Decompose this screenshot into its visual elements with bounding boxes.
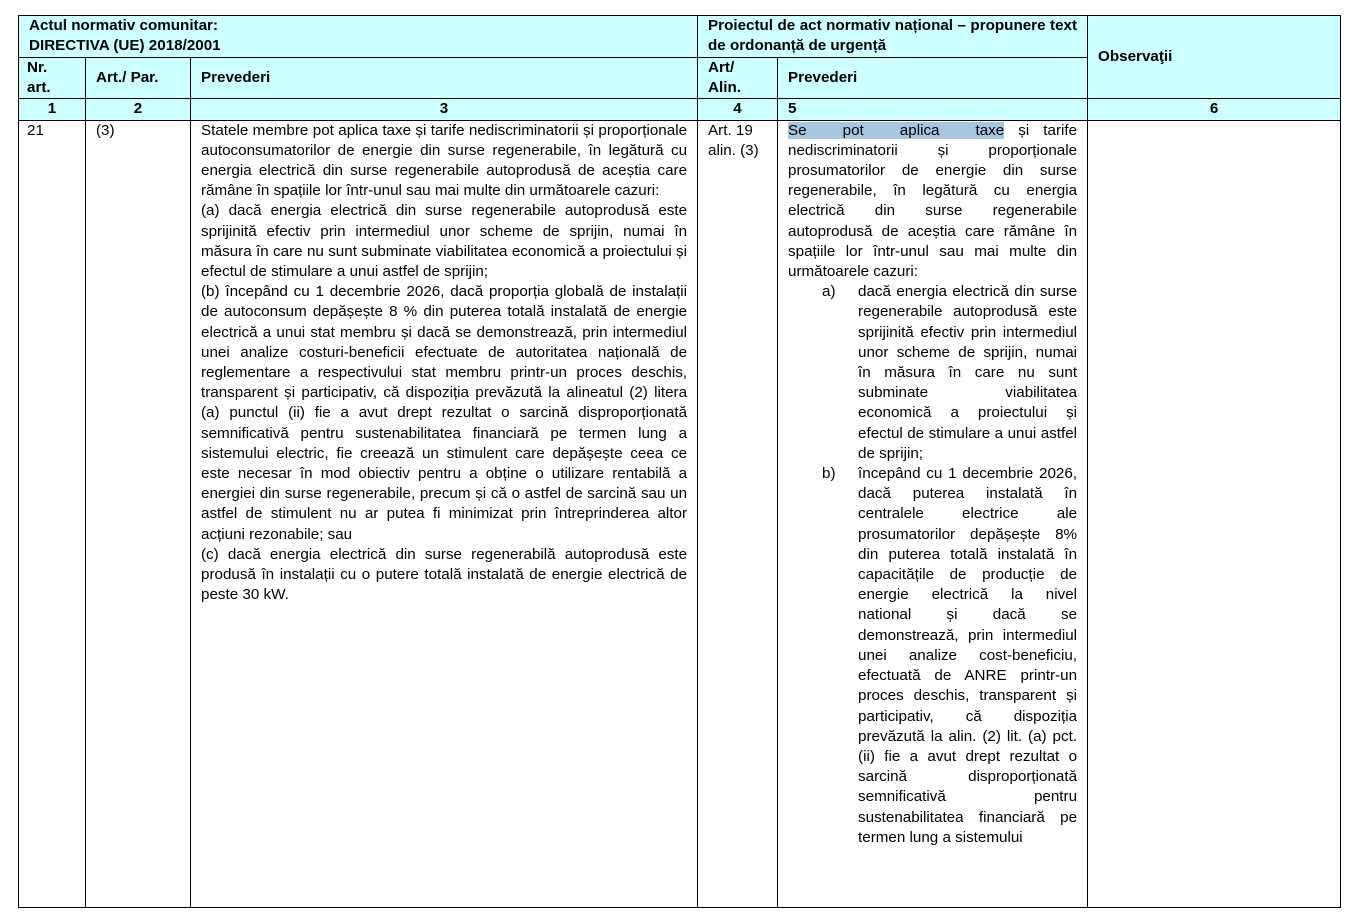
observations-header [1088, 16, 1341, 99]
eu-act-title-line1: Actul normativ comunitar: [29, 17, 219, 34]
eu-provisions-cell [191, 120, 698, 907]
list-item [788, 282, 1077, 464]
eu-provision-paragraph: (b) începând cu 1 decembrie 2026, dacă proporția globală de instalații de autoconsum depășește 8 % din puterea totală instalată de energie electrică a unui stat membru și dacă se demonstrează, prin intermediul unei analize costuri-beneficii efectuate de autoritatea națională de reglementare a respectivului stat membru printr-un proces deschis, transparent și participativ, că dispoziția prevăzută la alineatul (2) litera (a) punctul (ii) fie a avut drept rezultat o sarcină disproporționată semnificativă pentru sustenabilitatea financiară pe termen lung a sistemului electric, fie creează un stimulent care depășește ceea ce este necesar în mod obiectiv pentru a obține o utilizare rentabilă a energiei din surse regenerabile, precum și că o astfel de sarcină sau un astfel de stimulent nu ar putea fi minimizat prin întreprinderea altor acțiuni rezonabile; sau [201, 283, 688, 543]
national-intro-rest: și tarife nediscriminatorii și proporționale prosumatorilor de energie din surse regenerabile, în legătură cu energia electrică din surse regenerabile autoprodusă de aceștia care rămâne în spațiile lor într-unul sau mai multe din următoarele cazuri: [788, 121, 1078, 281]
col-header-nr-art: Nr. art. [19, 58, 86, 99]
eu-provision-paragraph: Statele membre pot aplica taxe și tarife nediscriminatorii și proporționale autoconsumatorilor de energie din surse regenerabile, în legătură cu energia electrică din surse regenerabile autoprodusă de aceștia care rămâne în spațiile lor într-unul sau mai multe din următoarele cazuri: [201, 121, 688, 200]
observations-cell [1088, 120, 1341, 907]
col-header-art-par: Art./ Par. [86, 58, 191, 99]
eu-provision-paragraph: (c) dacă energia electrică din surse regenerabilă autoprodusă este produsă în instalații cu o putere totală instalată de energie electrică de peste 30 kW. [201, 545, 688, 604]
selected-text[interactable]: Se pot aplica taxe [788, 121, 1005, 139]
observations-label: Observaţii [1098, 48, 1173, 66]
list-item [788, 464, 1077, 848]
col-number-1: 1 [19, 99, 86, 120]
art-par-cell: (3) [86, 120, 191, 907]
item-marker: a) [822, 283, 836, 301]
nr-art-cell: 21 [19, 120, 86, 907]
national-intro-paragraph [788, 121, 1077, 283]
national-act-header [698, 16, 1088, 58]
national-act-title: Proiectul de act normativ național – propunere text de ordonanță de urgență [708, 17, 1078, 55]
art-alin-cell: Art. 19 alin. (3) [698, 120, 778, 907]
table-row [19, 120, 1341, 907]
concordance-table [18, 15, 1341, 908]
col-header-art-alin: Art/ Alin. [698, 58, 778, 99]
col-number-6: 6 [1088, 99, 1341, 120]
col-header-prevederi-national: Prevederi [778, 58, 1088, 99]
item-marker: b) [822, 465, 836, 483]
col-number-5: 5 [778, 99, 1088, 120]
item-text: dacă energia electrică din surse regenerabile autoprodusă este sprijinită efectiv prin intermediul unor scheme de sprijin, numai în măsura în care nu sunt subminate viabilitatea economică a proiectului și efectul de stimulare a unui astfel de sprijin; [858, 283, 1078, 462]
col-number-3: 3 [191, 99, 698, 120]
item-text: începând cu 1 decembrie 2026, dacă puterea instalată în centralele electrice ale prosumatorilor depășește 8% din puterea totală instalată în capacitățile de producție de energie electrică la nivel national și dacă se demonstrează, prin intermediul unei analize cost-beneficiu, efectuată de ANRE printr-un proces deschis, transparent și participativ, că dispoziția prevăzută la alin. (2) lit. (a) pct. (ii) fie a avut drept rezultat o sarcină disproporționată semnificativă pentru sustenabilitatea financiară pe termen lung a sistemului [858, 465, 1078, 846]
col-number-2: 2 [86, 99, 191, 120]
national-provisions-cell [778, 120, 1088, 907]
col-header-prevederi-eu: Prevederi [191, 58, 698, 99]
eu-act-title-line2: DIRECTIVA (UE) 2018/2001 [29, 37, 221, 55]
eu-provision-paragraph: (a) dacă energia electrică din surse regenerabile autoprodusă este sprijinită efectiv prin intermediul unor scheme de sprijin, numai în măsura în care nu sunt subminate viabilitatea economică a proiectului și efectul de stimulare a unui astfel de sprijin; [201, 202, 688, 281]
national-items-list [788, 282, 1077, 848]
col-number-4: 4 [698, 99, 778, 120]
eu-act-header [19, 16, 698, 58]
